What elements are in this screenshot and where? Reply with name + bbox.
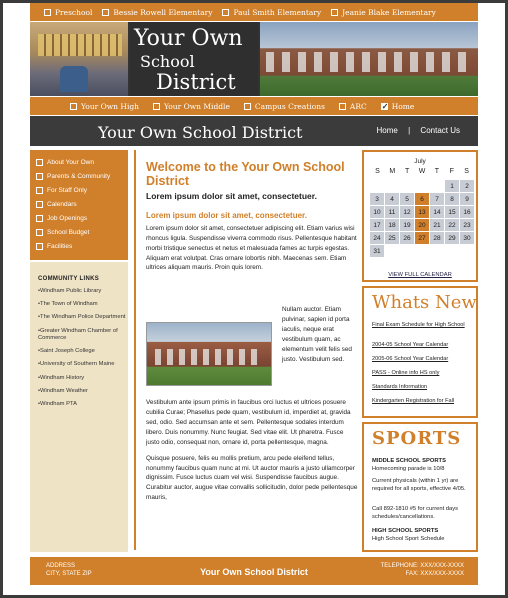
sidebar-item-about[interactable]: About Your Own	[36, 155, 128, 169]
whats-new-link[interactable]: Standards Information	[372, 384, 428, 390]
calendar-empty-cell	[400, 180, 414, 192]
community-link[interactable]: •Saint Joseph College	[38, 348, 95, 355]
calendar-day[interactable]: 7	[430, 193, 444, 205]
high-sports-schedule-link[interactable]: High School Sport Schedule	[372, 536, 445, 542]
calendar-day[interactable]: 24	[370, 232, 384, 244]
community-link[interactable]: •The Windham Police Department	[38, 314, 126, 321]
calendar-day[interactable]: 28	[430, 232, 444, 244]
calendar-empty-cell	[370, 180, 384, 192]
page-subtitle: Lorem ipsum dolor sit amet, consectetuer.	[146, 190, 317, 201]
sidebar-item-facilities[interactable]: Facilities	[36, 239, 128, 253]
calendar-grid	[370, 180, 474, 257]
community-link[interactable]: •The Town of Windham	[38, 301, 98, 308]
checkbox-icon	[36, 229, 43, 236]
calendar-day[interactable]: 30	[460, 232, 474, 244]
checkbox-icon	[36, 159, 43, 166]
checked-checkbox-icon	[381, 100, 389, 111]
site-title: Your Own School District	[98, 123, 303, 142]
district-logo[interactable]	[130, 22, 258, 96]
community-links	[30, 262, 128, 552]
sports-title: SPORTS	[372, 428, 462, 449]
physicals-note: Current physicals (within 1 yr) are required for all sports, effective 4/05.	[372, 478, 466, 492]
calendar-day[interactable]: 21	[430, 219, 444, 231]
nav-your-own-middle[interactable]: Your Own Middle	[153, 102, 230, 111]
whats-new-panel	[362, 286, 478, 418]
check-mark-icon: ✓	[381, 100, 389, 111]
calendar-day[interactable]: 16	[460, 206, 474, 218]
main-content	[146, 160, 358, 273]
middle-sports-heading: MIDDLE SCHOOL SPORTS	[372, 458, 446, 464]
footer	[30, 557, 478, 585]
calendar-day[interactable]: 23	[460, 219, 474, 231]
calendar-day[interactable]: 17	[370, 219, 384, 231]
calendar-day[interactable]: 9	[460, 193, 474, 205]
community-heading: COMMUNITY LINKS	[38, 276, 100, 282]
column-divider	[134, 150, 136, 550]
calendar-empty-cell	[415, 180, 429, 192]
body-paragraph-2: Quisque posuere, felis eu mollis pretium, arcu pede eleifend tellus, nonummy faucibus quam nunc at mi. Ut auctor mauris a justo ullamcorper dignissim. Fusce luctus cuam vel wisi. Suspendisse faucibus augue. Curabitur auctor, augue vitae convallis sollicitudin, dolor pede pellentesque mauris,	[146, 454, 358, 502]
intro-paragraph: Lorem ipsum dolor sit amet, consectetuer adipiscing elit. Etiam varius wisi rhoncus ligula. Suspendisse viverra commodo risus. Pellentesque habitant morbi tristique senectus et netus et malesuada fames ac turpis egestas. Aliquam erat volutpat. Cras ornare lobortis nibh. Maecenas sem. Etiam ultrices aliquam mauris. Proin quis lorem.	[146, 224, 357, 272]
community-link[interactable]: •Windham History	[38, 374, 85, 381]
sidebar-nav	[30, 150, 128, 260]
view-full-calendar-link[interactable]: VIEW FULL CALENDAR	[388, 272, 452, 278]
sidebar-item-parents[interactable]: Parents & Community	[36, 169, 128, 183]
logo-line-1: Your Own	[134, 26, 243, 51]
photo-side-text: Nullam auctor. Etiam pulvinar, sapien id porta iaculis, neque erat vestibulum quam, ac elementum velit felis sed justo. Vestibulum sed.	[282, 306, 352, 363]
calendar-day[interactable]: 4	[385, 193, 399, 205]
school-link-paul-smith[interactable]: Paul Smith Elementary	[222, 8, 321, 17]
nav-your-own-high[interactable]: Your Own High	[70, 102, 139, 111]
school-link-bessie-rowell[interactable]: Bessie Rowell Elementary	[102, 8, 212, 17]
calendar-day[interactable]: 2	[460, 180, 474, 192]
calendar-day[interactable]: 11	[385, 206, 399, 218]
nav-arc[interactable]: ARC	[339, 102, 367, 111]
checkbox-icon	[244, 103, 251, 110]
nav-campus-creations[interactable]: Campus Creations	[244, 102, 325, 111]
library-photo	[30, 22, 128, 96]
checkbox-icon	[36, 201, 43, 208]
sidebar-item-staff[interactable]: For Staff Only	[36, 183, 128, 197]
calendar-day[interactable]: 13	[415, 206, 429, 218]
title-links	[373, 126, 464, 135]
title-bar	[30, 116, 478, 146]
checkbox-icon	[36, 173, 43, 180]
calendar-day[interactable]: 22	[445, 219, 459, 231]
schedule-call-note: Call 892-1810 #5 for current days schedules/cancellations.	[372, 506, 459, 520]
community-link[interactable]: •University of Southern Maine	[38, 361, 115, 368]
calendar-day[interactable]: 8	[445, 193, 459, 205]
calendar-day[interactable]: 26	[400, 232, 414, 244]
checkbox-icon	[222, 9, 229, 16]
calendar-day[interactable]: 1	[445, 180, 459, 192]
middle-sports-text: Homecoming parade is 10/8	[372, 466, 445, 472]
whats-new-title: Whats New	[372, 292, 477, 313]
footer-title: Your Own School District	[200, 567, 308, 577]
calendar-month: July	[414, 158, 426, 165]
nav-home[interactable]: ✓ Home	[381, 100, 415, 111]
school-link-jeanie-blake[interactable]: Jeanie Blake Elementary	[331, 8, 436, 17]
link-separator: |	[408, 126, 411, 135]
calendar-day[interactable]: 15	[445, 206, 459, 218]
page-title: Welcome to the Your Own School District	[146, 160, 345, 189]
school-nav-bar	[30, 97, 478, 115]
whats-new-link[interactable]: 2005-06 School Year Calendar	[372, 356, 449, 362]
sidebar-item-budget[interactable]: School Budget	[36, 225, 128, 239]
calendar-weekdays: S M T W T F S	[375, 168, 469, 175]
checkbox-icon	[36, 215, 43, 222]
calendar-day[interactable]: 12	[400, 206, 414, 218]
calendar-day[interactable]: 29	[445, 232, 459, 244]
checkbox-icon	[70, 103, 77, 110]
body-text	[146, 398, 358, 503]
checkbox-icon	[102, 9, 109, 16]
checkbox-icon	[36, 187, 43, 194]
checkbox-icon	[44, 9, 51, 16]
logo-line-3: District	[156, 70, 236, 94]
sidebar-item-calendars[interactable]: Calendars	[36, 197, 128, 211]
sports-panel	[362, 422, 478, 552]
school-photo	[146, 322, 272, 386]
community-link[interactable]: •Greater Windham Chamber of Commerce	[38, 327, 118, 341]
calendar-empty-cell	[385, 180, 399, 192]
community-link[interactable]: •Windham Weather	[38, 387, 88, 394]
checkbox-icon	[331, 9, 338, 16]
section-heading: Lorem ipsum dolor sit amet, consectetuer.	[146, 210, 307, 220]
school-building-photo	[260, 22, 478, 96]
header-banner	[30, 22, 478, 96]
footer-address: ADDRESS CITY, STATE ZIP	[46, 563, 92, 577]
home-link[interactable]: Home	[376, 126, 398, 135]
checkbox-icon	[36, 243, 43, 250]
whats-new-link[interactable]: Final Exam Schedule for High School	[372, 322, 465, 328]
whats-new-link[interactable]: Kindergarten Registration for Fall	[372, 398, 455, 404]
whats-new-link[interactable]: 2004-05 School Year Calendar	[372, 342, 449, 348]
top-school-bar	[30, 3, 478, 21]
calendar-day[interactable]: 18	[385, 219, 399, 231]
whats-new-link[interactable]: PASS - Online info HS only	[372, 370, 440, 376]
high-sports-heading: HIGH SCHOOL SPORTS	[372, 528, 439, 534]
community-link[interactable]: •Windham PTA	[38, 401, 77, 408]
calendar-day[interactable]: 19	[400, 219, 414, 231]
checkbox-icon	[153, 103, 160, 110]
contact-us-link[interactable]: Contact Us	[420, 126, 460, 135]
footer-contact: TELEPHONE: XXX/XXX-XXXX FAX: XXX/XXX-XXXX	[380, 563, 464, 577]
calendar-day[interactable]: 3	[370, 193, 384, 205]
logo-line-2: School	[140, 52, 195, 71]
calendar-day[interactable]: 31	[370, 245, 384, 257]
calendar-widget	[362, 150, 478, 282]
calendar-empty-cell	[430, 180, 444, 192]
checkbox-icon	[339, 103, 346, 110]
body-paragraph-1: Vestibulum ante ipsum primis in faucibus orci luctus et ultrices posuere cubilia Curae; Phasellus pede quam, vestibulum id, imperdiet at, gravida sed, odio. Sed accumsan ante et sem. Pellentesque sodales interdum libero. Duis nonummy. Nunc feugiat. Sed vitae elit. Ut pharetra. Fusce justo odio, consequat non, ornare id, porta pellentesque, magna.	[146, 399, 351, 446]
calendar-day[interactable]: 10	[370, 206, 384, 218]
calendar-day[interactable]: 14	[430, 206, 444, 218]
sidebar-item-jobs[interactable]: Job Openings	[36, 211, 128, 225]
calendar-day[interactable]: 6	[415, 193, 429, 205]
calendar-day[interactable]: 27	[415, 232, 429, 244]
calendar-day[interactable]: 25	[385, 232, 399, 244]
community-link[interactable]: •Windham Public Library	[38, 288, 102, 294]
school-link-preschool[interactable]: Preschool	[44, 8, 92, 17]
calendar-day[interactable]: 5	[400, 193, 414, 205]
calendar-day[interactable]: 20	[415, 219, 429, 231]
